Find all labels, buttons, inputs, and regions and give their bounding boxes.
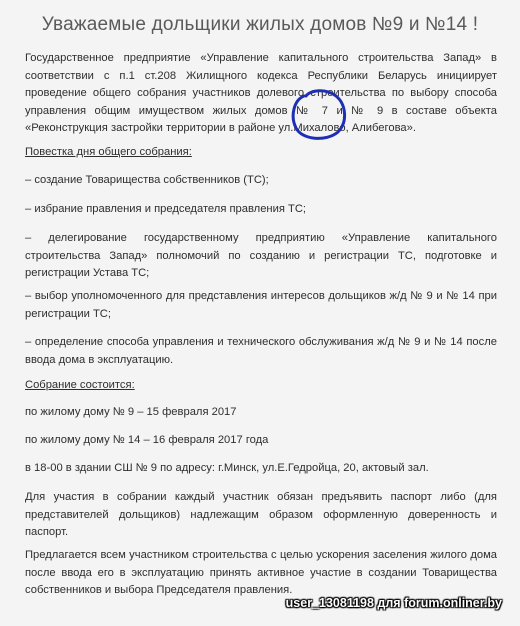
meeting-heading: Собрание состоится:: [25, 379, 135, 391]
agenda-heading: Повестка дня общего собрания:: [25, 146, 192, 158]
page-title: Уважаемые дольщики жилых домов №9 и №14 !: [41, 14, 479, 35]
meeting-line: в 18-00 в здании СШ № 9 по адресу: г.Минск, ул.Е.Гедройца, 20, актовый зал.: [25, 462, 429, 474]
agenda-item: – выбор уполномоченного для представления интересов дольщиков ж/д № 9 и № 14 при регистрации ТС;: [25, 290, 497, 320]
meeting-line: по жилому дому № 9 – 15 февраля 2017: [25, 406, 237, 418]
intro-paragraph: Государственное предприятие «Управление капитального строительства Запад» в соответствии с п.1 ст.208 Жилищного кодекса Республики Беларусь инициирует проведение общего собрания участников долевого строительства по выбору способа управления общим имуществом жилых домов № 7 и № 9 в составе объекта «Реконструкция застройки территории в районе ул.Михалово, Алибегова».: [25, 52, 497, 134]
agenda-item: – создание Товарищества собственников (ТС);: [25, 174, 269, 186]
watermark: user_13081198 для forum.onliner.by: [285, 596, 502, 610]
meeting-line: по жилому дому № 14 – 16 февраля 2017 года: [25, 434, 269, 446]
agenda-item: – делегирование государственному предприятию «Управление капитального строительства Запад» полномочий по созданию и регистрации ТС, подготовке и регистрации Устава ТС;: [25, 232, 497, 279]
agenda-item: – избрание правления и председателя правления ТС;: [25, 203, 307, 215]
closing-paragraph: Предлагается всем участником строительства с целью ускорения заселения жилого дома после ввода его в эксплуатацию принять активное участие в создании Товарищества собственников и выбора Председателя правления.: [25, 549, 497, 596]
agenda-item: – определение способа управления и технического обслуживания ж/д № 9 и № 14 после ввода дома в эксплуатацию.: [25, 336, 497, 366]
passport-note: Для участия в собрании каждый участник обязан предъявить паспорт либо (для представителей дольщиков) надлежащим образом оформленную доверенность и паспорт.: [25, 491, 497, 538]
